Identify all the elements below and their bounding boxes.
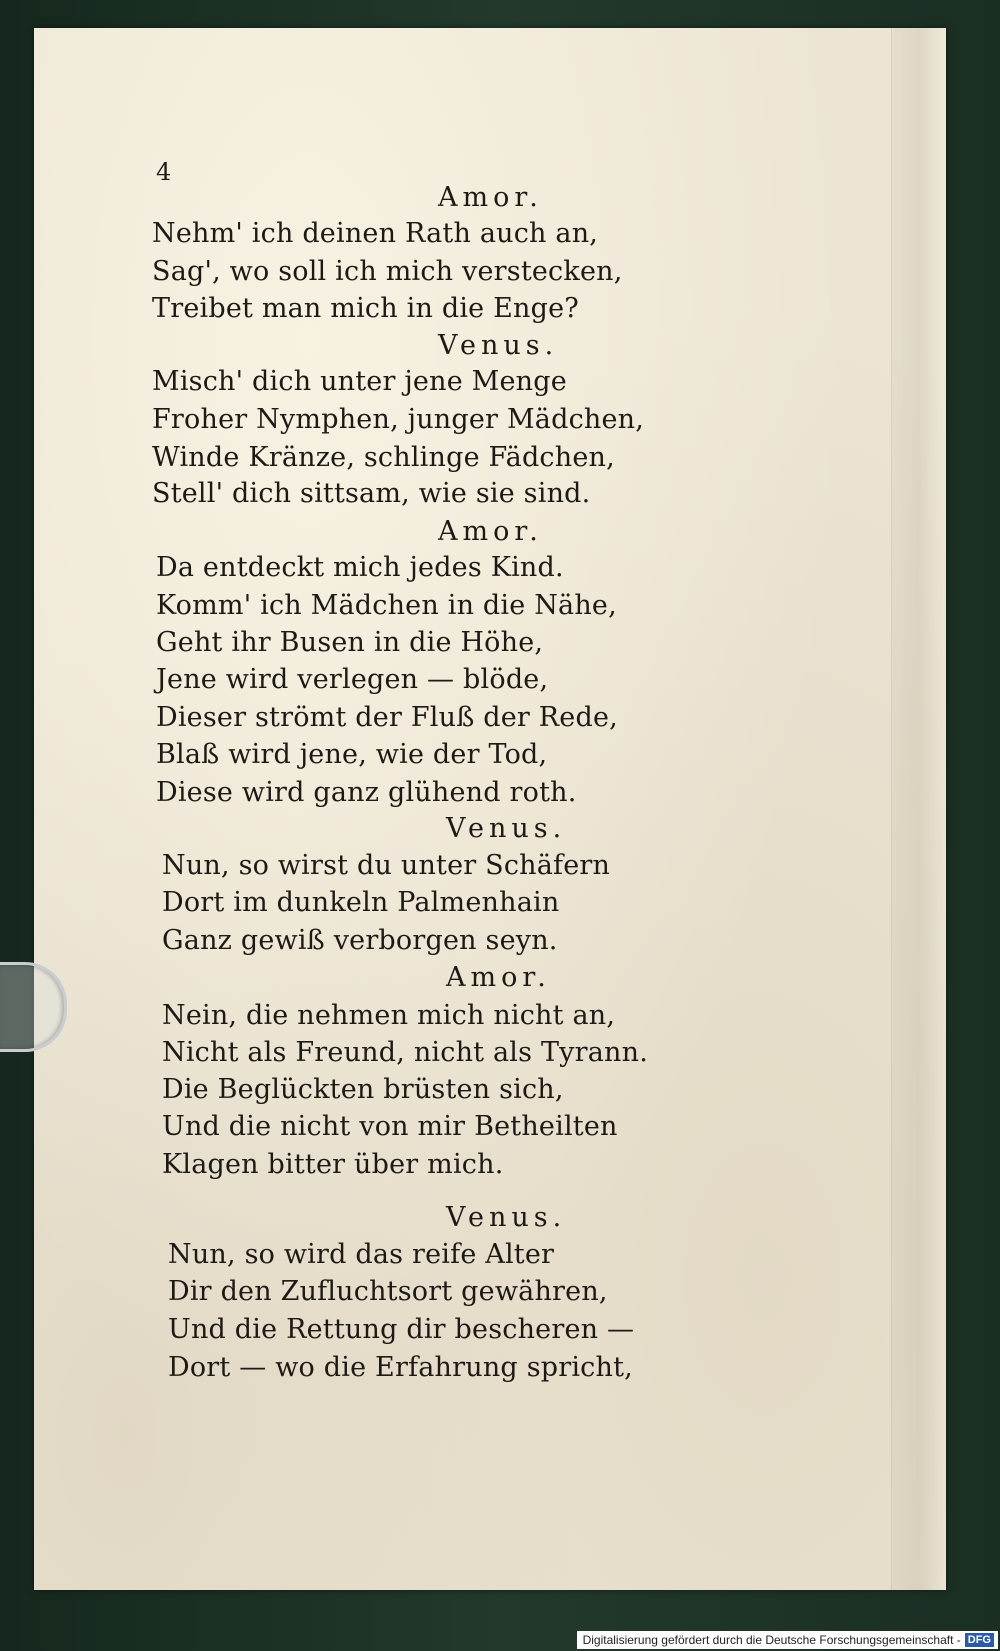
- verse-line: Blaß wird jene, wie der Tod,: [156, 739, 548, 770]
- verse-line: Misch' dich unter jene Menge: [152, 366, 567, 397]
- verse-line: Dieser strömt der Fluß der Rede,: [156, 702, 618, 733]
- speaker-label: Venus.: [446, 1202, 567, 1233]
- verse-line: Geht ihr Busen in die Höhe,: [156, 627, 544, 658]
- dfg-logo: DFG: [965, 1633, 994, 1647]
- verse-line: Dir den Zufluchtsort gewähren,: [168, 1276, 608, 1307]
- verse-line: Froher Nymphen, junger Mädchen,: [152, 404, 645, 435]
- verse-line: Ganz gewiß verborgen seyn.: [162, 925, 558, 956]
- verse-line: Und die nicht von mir Betheilten: [162, 1111, 618, 1142]
- speaker-label: Venus.: [446, 813, 567, 844]
- verse-line: Winde Kränze, schlinge Fädchen,: [152, 442, 615, 473]
- verse-line: Diese wird ganz glühend roth.: [156, 777, 577, 808]
- speaker-label: Amor.: [438, 516, 543, 547]
- footer-text: Digitalisierung gefördert durch die Deutsche Forschungsgemeinschaft -: [582, 1633, 961, 1647]
- bleed-through-text: [724, 448, 924, 559]
- page-number: 4: [156, 158, 172, 186]
- verse-line: Sag', wo soll ich mich verstecken,: [152, 256, 623, 287]
- speaker-label: Amor.: [438, 182, 543, 213]
- funding-footer: [577, 1631, 998, 1649]
- verse-line: Klagen bitter über mich.: [162, 1149, 504, 1180]
- verse-line: Nehm' ich deinen Rath auch an,: [152, 218, 599, 249]
- verse-line: Nun, so wird das reife Alter: [168, 1239, 555, 1270]
- speaker-label: Amor.: [446, 962, 551, 993]
- verse-line: Dort im dunkeln Palmenhain: [162, 887, 560, 918]
- verse-line: Dort — wo die Erfahrung spricht,: [168, 1352, 633, 1383]
- verse-line: Nun, so wirst du unter Schäfern: [162, 850, 611, 881]
- page-edge: [891, 28, 946, 1590]
- verse-line: Stell' dich sittsam, wie sie sind.: [152, 478, 591, 509]
- verse-line: Treibet man mich in die Enge?: [152, 293, 579, 324]
- verse-line: Jene wird verlegen — blöde,: [156, 664, 549, 695]
- verse-line: Komm' ich Mädchen in die Nähe,: [156, 590, 617, 621]
- speaker-label: Venus.: [438, 330, 559, 361]
- verse-line: Und die Rettung dir bescheren —: [168, 1314, 635, 1345]
- verse-line: Da entdeckt mich jedes Kind.: [156, 552, 564, 583]
- verse-line: Nein, die nehmen mich nicht an,: [162, 1000, 616, 1031]
- verse-line: Nicht als Freund, nicht als Tyrann.: [162, 1037, 648, 1068]
- verse-line: Die Beglückten brüsten sich,: [162, 1074, 564, 1105]
